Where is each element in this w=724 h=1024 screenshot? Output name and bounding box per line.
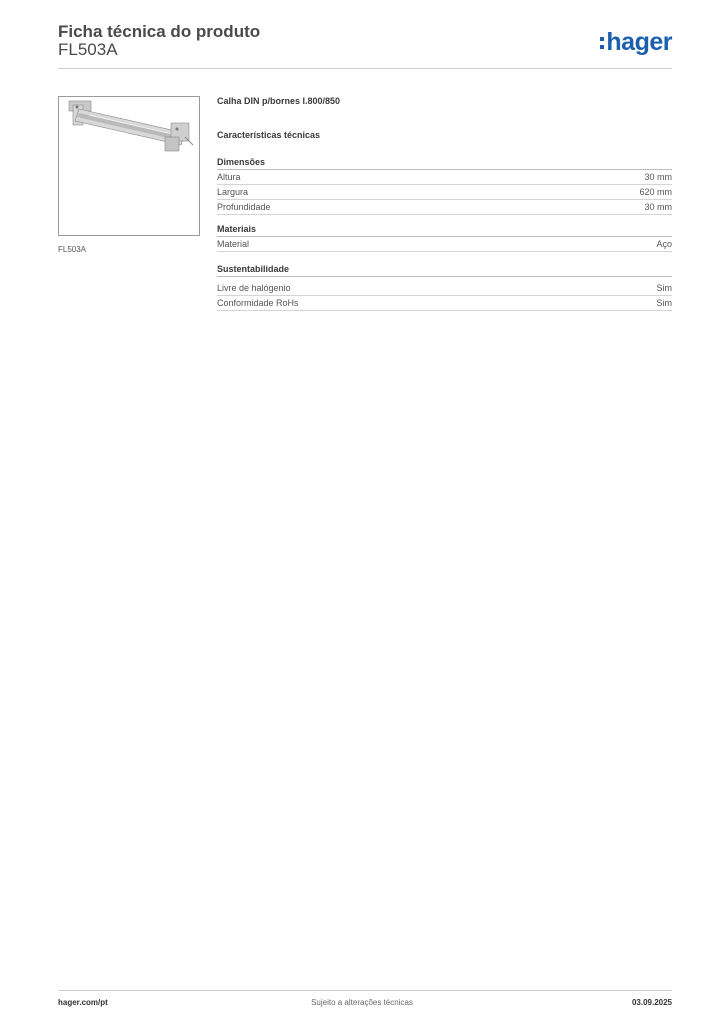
logo-text: hager [606, 28, 672, 56]
spec-label: Material [217, 239, 250, 249]
product-name: Calha DIN p/bornes l.800/850 [217, 96, 341, 106]
din-rail-image-icon [59, 97, 199, 235]
photo-caption: FL503A [58, 245, 87, 254]
group-materiais [217, 223, 672, 252]
logo-dots-icon [600, 37, 604, 49]
spec-row [217, 185, 672, 200]
group-dimensoes [217, 156, 672, 215]
hager-logo[interactable] [600, 28, 672, 57]
spec-value: 620 mm [639, 187, 672, 197]
spec-value: 30 mm [644, 202, 672, 212]
spec-row [217, 237, 672, 252]
group-sustentabilidade [217, 263, 672, 311]
footer-notice: Sujeito a alterações técnicas [311, 998, 413, 1007]
spec-label: Profundidade [217, 202, 271, 212]
section-title: Características técnicas [217, 130, 321, 140]
spec-value: Sim [656, 298, 672, 308]
spec-label: Largura [217, 187, 249, 197]
spec-row [217, 200, 672, 215]
spec-row [217, 170, 672, 185]
product-code: FL503A [58, 40, 118, 59]
spec-row [217, 281, 672, 296]
spec-row [217, 296, 672, 311]
footer-divider [58, 990, 672, 991]
footer-date: 03.09.2025 [631, 998, 672, 1007]
spec-label: Conformidade RoHs [217, 298, 299, 308]
spec-value: Aço [656, 239, 672, 249]
spec-value: Sim [656, 283, 672, 293]
header-divider [58, 68, 672, 69]
spec-label: Altura [217, 172, 241, 182]
footer-website-link[interactable]: hager.com/pt [58, 998, 108, 1007]
spec-label: Livre de halógenio [217, 283, 291, 293]
product-photo [58, 96, 200, 236]
page-title: Ficha técnica do produto [58, 22, 261, 41]
group-title: Sustentabilidade [217, 263, 672, 277]
group-title: Dimensões [217, 156, 672, 170]
spec-value: 30 mm [644, 172, 672, 182]
group-title: Materiais [217, 223, 672, 237]
